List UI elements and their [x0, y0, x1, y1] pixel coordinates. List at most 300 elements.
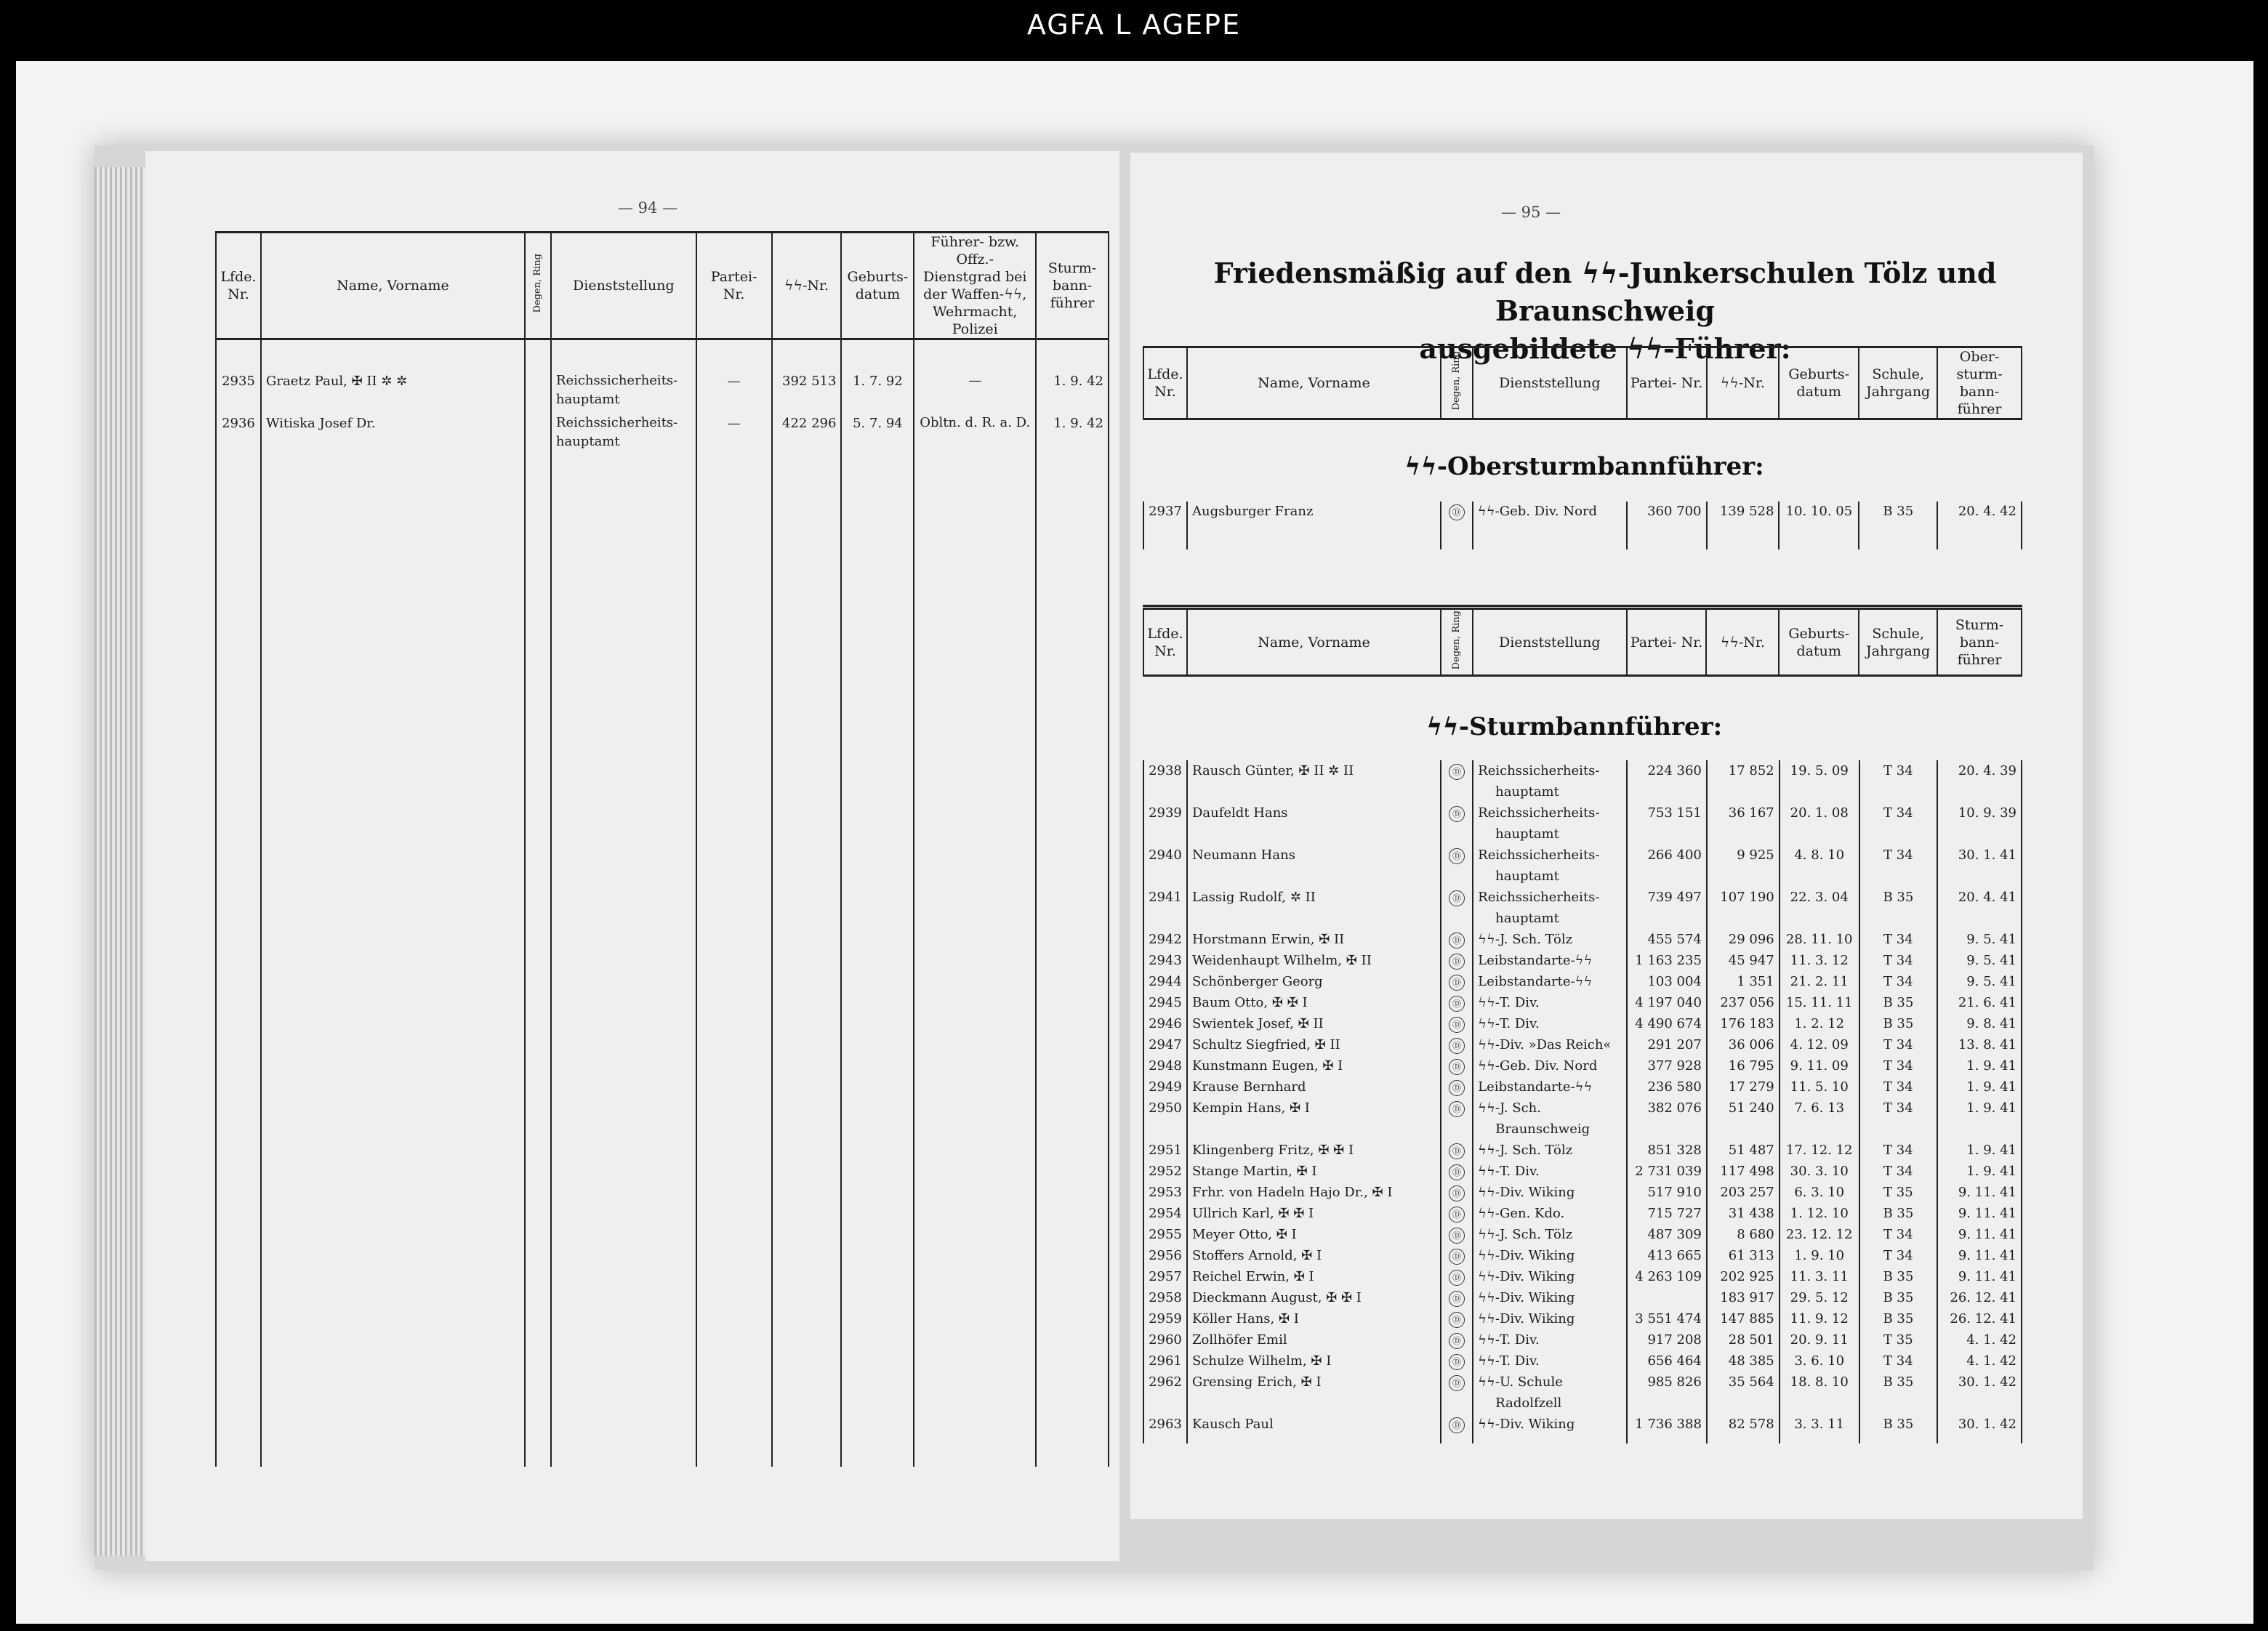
- cell-fuehrer-dienstgrad: Obltn. d. R. a. D.: [914, 414, 1036, 456]
- cell-degen: [1441, 1098, 1473, 1140]
- cell-ss-nr: 1 351: [1707, 971, 1780, 992]
- cell-befoerderung: 9. 8. 41: [1937, 1013, 2022, 1034]
- filler-cell: [551, 456, 696, 1467]
- degen-ring-icon: Ⓓ: [1449, 1059, 1465, 1075]
- cell-geburtsdatum: 11. 9. 12: [1780, 1308, 1859, 1329]
- filler-cell: [1859, 1435, 1937, 1443]
- cell-name: Swientek Josef, ✠ II: [1187, 1013, 1441, 1034]
- cell-schule: T 34: [1859, 1161, 1937, 1182]
- cell-dienststellung: [1473, 1098, 1627, 1140]
- cell-dienststellung: [1473, 760, 1627, 802]
- dienst-line: ϟϟ-T. Div.: [1478, 1332, 1540, 1348]
- cell-partei: 487 309: [1627, 1224, 1707, 1245]
- cell-dienststellung: [1473, 950, 1627, 971]
- cell-dienststellung: [1473, 1203, 1627, 1224]
- filler-cell: [1441, 522, 1473, 549]
- cell-schule: T 34: [1859, 1055, 1937, 1076]
- cell-name: Krause Bernhard: [1187, 1076, 1441, 1098]
- header-dienststellung: Dienststellung: [1473, 347, 1627, 419]
- dienst-line-2: hauptamt: [1495, 869, 1559, 884]
- filler-cell: [1036, 456, 1109, 1467]
- cell-nr: 2955: [1143, 1224, 1187, 1245]
- cell-befoerderung: 9. 5. 41: [1937, 950, 2022, 971]
- cell-degen: [1441, 1140, 1473, 1161]
- filler-cell: [1627, 522, 1707, 549]
- degen-ring-icon: Ⓓ: [1449, 504, 1465, 520]
- cell-ss-nr: 422 296: [772, 414, 842, 456]
- cell-befoerderung: 20. 4. 41: [1937, 887, 2022, 929]
- filler-cell: [525, 456, 551, 1467]
- cell-befoerderung: 13. 8. 41: [1937, 1034, 2022, 1055]
- table-row: [1143, 992, 2022, 1013]
- cell-befoerderung: 21. 6. 41: [1937, 992, 2022, 1013]
- cell-ss-nr: 117 498: [1707, 1161, 1780, 1182]
- cell-geburtsdatum: 17. 12. 12: [1780, 1140, 1859, 1161]
- cell-geburtsdatum: 18. 8. 10: [1780, 1372, 1859, 1414]
- cell-ss-nr: 139 528: [1707, 502, 1780, 522]
- dienst-line: ϟϟ-Div. Wiking: [1478, 1185, 1575, 1200]
- table-row: [1143, 1140, 2022, 1161]
- cell-befoerderung: 1. 9. 41: [1937, 1076, 2022, 1098]
- degen-ring-icon: Ⓓ: [1449, 806, 1465, 822]
- cell-befoerderung: 30. 1. 42: [1937, 1372, 2022, 1414]
- dienst-line: ϟϟ-J. Sch. Tölz: [1478, 932, 1573, 947]
- cell-dienststellung: [1473, 1013, 1627, 1034]
- filler-cell: [1627, 1435, 1707, 1443]
- cell-name: Zollhöfer Emil: [1187, 1329, 1441, 1350]
- cell-nr: 2956: [1143, 1245, 1187, 1266]
- header-degen: Degen, Ring: [1441, 609, 1473, 676]
- cell-dienststellung: Reichssicherheits- hauptamt: [551, 414, 696, 456]
- cell-befoerderung: 30. 1. 41: [1937, 845, 2022, 887]
- cell-nr: 2936: [216, 414, 261, 456]
- cell-schule: T 35: [1859, 1182, 1937, 1203]
- dienst-line-2: Radolfzell: [1495, 1396, 1562, 1411]
- cell-partei: [1627, 1287, 1707, 1308]
- cell-dienststellung: [1473, 1266, 1627, 1287]
- degen-ring-icon: Ⓓ: [1449, 1164, 1465, 1180]
- cell-ss-nr: 237 056: [1707, 992, 1780, 1013]
- cell-dienststellung: [1473, 802, 1627, 845]
- cell-name: Schönberger Georg: [1187, 971, 1441, 992]
- cell-degen: [1441, 760, 1473, 802]
- cell-geburtsdatum: 29. 5. 12: [1780, 1287, 1859, 1308]
- cell-ss-nr: 29 096: [1707, 929, 1780, 950]
- header-name: Name, Vorname: [1187, 609, 1441, 676]
- dienst-line: Leibstandarte-ϟϟ: [1478, 1079, 1593, 1095]
- dienst-line-2: hauptamt: [1495, 911, 1559, 926]
- degen-ring-icon: Ⓓ: [1449, 975, 1465, 991]
- divider-rule: [1143, 605, 2022, 607]
- cell-befoerderung: 10. 9. 39: [1937, 802, 2022, 845]
- cell-nr: 2961: [1143, 1350, 1187, 1372]
- cell-partei: 517 910: [1627, 1182, 1707, 1203]
- table-row: [1143, 760, 2022, 802]
- cell-schule: T 34: [1859, 760, 1937, 802]
- cell-nr: 2945: [1143, 992, 1187, 1013]
- cell-degen: [1441, 1034, 1473, 1055]
- cell-nr: 2948: [1143, 1055, 1187, 1076]
- cell-nr: 2942: [1143, 929, 1187, 950]
- filler-cell: [216, 456, 261, 1467]
- cell-dienststellung: [1473, 1372, 1627, 1414]
- spacer-cell: [841, 339, 914, 371]
- dienst-line: Reichssicherheits-: [1478, 805, 1600, 821]
- degen-ring-icon: Ⓓ: [1449, 1354, 1465, 1370]
- cell-dienststellung: [1473, 929, 1627, 950]
- degen-ring-icon: Ⓓ: [1449, 1143, 1465, 1159]
- dienst-line: ϟϟ-Div. Wiking: [1478, 1290, 1575, 1305]
- cell-geburtsdatum: 7. 6. 13: [1780, 1098, 1859, 1140]
- cell-partei: 1 736 388: [1627, 1414, 1707, 1435]
- dienst-line-2: hauptamt: [1495, 784, 1559, 800]
- cell-dienststellung: [1473, 1350, 1627, 1372]
- cell-schule: T 34: [1859, 1224, 1937, 1245]
- cell-partei: 266 400: [1627, 845, 1707, 887]
- cell-partei: 455 574: [1627, 929, 1707, 950]
- degen-ring-icon: Ⓓ: [1449, 764, 1465, 780]
- cell-partei: 4 263 109: [1627, 1266, 1707, 1287]
- cell-name: Kempin Hans, ✠ I: [1187, 1098, 1441, 1140]
- title-line-2: ausgebildete ϟϟ-Führer:: [1419, 332, 1791, 365]
- cell-schule: T 34: [1859, 802, 1937, 845]
- cell-befoerderung: 9. 11. 41: [1937, 1203, 2022, 1224]
- header-fuehrer-dienstgrad: Führer- bzw. Offz.- Dienstgrad bei der Waffen-ϟϟ, Wehrmacht, Polizei: [914, 233, 1036, 339]
- cell-nr: 2954: [1143, 1203, 1187, 1224]
- header-schule: Schule, Jahrgang: [1859, 347, 1937, 419]
- cell-partei: 739 497: [1627, 887, 1707, 929]
- filler-cell: [1707, 522, 1780, 549]
- degen-ring-icon: Ⓓ: [1449, 1312, 1465, 1328]
- dienst-line: ϟϟ-J. Sch.: [1478, 1100, 1541, 1116]
- cell-ss-nr: 82 578: [1707, 1414, 1780, 1435]
- cell-ss-nr: 45 947: [1707, 950, 1780, 971]
- header-partei: Partei- Nr.: [1627, 609, 1707, 676]
- filler-cell: [1859, 522, 1937, 549]
- table-row: [1143, 502, 2022, 522]
- cell-partei: 236 580: [1627, 1076, 1707, 1098]
- table-row: [1143, 1308, 2022, 1329]
- dienst-line: ϟϟ-Geb. Div. Nord: [1477, 504, 1598, 519]
- cell-schule: T 35: [1859, 1329, 1937, 1350]
- filler-cell: [1473, 522, 1627, 549]
- cell-geburtsdatum: 10. 10. 05: [1779, 502, 1859, 522]
- page-number-left: — 94 —: [618, 199, 678, 217]
- cell-degen: [1441, 1308, 1473, 1329]
- cell-geburtsdatum: 5. 7. 94: [841, 414, 914, 456]
- cell-schule: T 34: [1859, 971, 1937, 992]
- degen-ring-icon: Ⓓ: [1449, 1017, 1465, 1033]
- filler-row: [1143, 522, 2022, 549]
- spacer-cell: [696, 339, 772, 371]
- cell-name: Klingenberg Fritz, ✠ ✠ I: [1187, 1140, 1441, 1161]
- title-line-1: Friedensmäßig auf den ϟϟ-Junkerschulen Tölz und Braunschweig: [1213, 257, 1997, 327]
- cell-schule: B 35: [1859, 1414, 1937, 1435]
- cell-name: Graetz Paul, ✠ II ✲ ✲: [261, 371, 525, 414]
- cell-ss-nr: 51 240: [1707, 1098, 1780, 1140]
- cell-dienststellung: [1473, 992, 1627, 1013]
- table-row: [1143, 845, 2022, 887]
- cell-partei: 753 151: [1627, 802, 1707, 845]
- cell-ss-nr: 61 313: [1707, 1245, 1780, 1266]
- dienst-line: ϟϟ-T. Div.: [1478, 1353, 1540, 1369]
- degen-ring-icon: Ⓓ: [1449, 1185, 1465, 1201]
- cell-nr: 2940: [1143, 845, 1187, 887]
- cell-befoerderung: 26. 12. 41: [1937, 1308, 2022, 1329]
- cell-name: Frhr. von Hadeln Hajo Dr., ✠ I: [1187, 1182, 1441, 1203]
- degen-ring-icon: Ⓓ: [1449, 1080, 1465, 1096]
- cell-nr: 2957: [1143, 1266, 1187, 1287]
- cell-partei: 715 727: [1627, 1203, 1707, 1224]
- cell-partei: 851 328: [1627, 1140, 1707, 1161]
- filler-cell: [841, 456, 914, 1467]
- cell-degen: [1441, 1161, 1473, 1182]
- cell-partei: 360 700: [1627, 502, 1707, 522]
- cell-dienststellung: [1473, 1055, 1627, 1076]
- cell-befoerderung: 30. 1. 42: [1937, 1414, 2022, 1435]
- cell-nr: 2951: [1143, 1140, 1187, 1161]
- dienst-line: ϟϟ-Div. Wiking: [1478, 1248, 1575, 1263]
- cell-ss-nr: 36 167: [1707, 802, 1780, 845]
- cell-schule: T 34: [1859, 1140, 1937, 1161]
- cell-schule: T 34: [1859, 1076, 1937, 1098]
- cell-name: Grensing Erich, ✠ I: [1187, 1372, 1441, 1414]
- filler-cell: [772, 456, 842, 1467]
- cell-geburtsdatum: 3. 6. 10: [1780, 1350, 1859, 1372]
- cell-degen: [1441, 1203, 1473, 1224]
- cell-partei: 985 826: [1627, 1372, 1707, 1414]
- cell-geburtsdatum: 23. 12. 12: [1780, 1224, 1859, 1245]
- filler-cell: [261, 456, 525, 1467]
- table-row: [1143, 887, 2022, 929]
- table-row: [1143, 1161, 2022, 1182]
- cell-schule: B 35: [1859, 1372, 1937, 1414]
- degen-ring-icon: Ⓓ: [1449, 933, 1465, 949]
- header-table-2: [1143, 608, 2022, 677]
- dienst-line-2: Braunschweig: [1495, 1121, 1591, 1137]
- cell-befoerderung: 9. 5. 41: [1937, 929, 2022, 950]
- table-row: [1143, 1372, 2022, 1414]
- cell-befoerderung: 9. 11. 41: [1937, 1224, 2022, 1245]
- cell-sturmbannfuehrer: 1. 9. 42: [1036, 414, 1109, 456]
- section-sturmbannfuehrer: ϟϟ-Sturmbannführer:: [1426, 712, 1723, 741]
- cell-name: Rausch Günter, ✠ II ✲ II: [1187, 760, 1441, 802]
- cell-nr: 2953: [1143, 1182, 1187, 1203]
- dienst-line: ϟϟ-T. Div.: [1478, 1016, 1540, 1031]
- table-row: [1143, 929, 2022, 950]
- cell-geburtsdatum: 11. 3. 11: [1780, 1266, 1859, 1287]
- spacer-cell: [914, 339, 1036, 371]
- spacer-cell: [216, 339, 261, 371]
- spacer-cell: [772, 339, 842, 371]
- cell-geburtsdatum: 4. 12. 09: [1780, 1034, 1859, 1055]
- cell-geburtsdatum: 15. 11. 11: [1780, 992, 1859, 1013]
- filler-row: [1143, 1435, 2022, 1443]
- cell-ss-nr: 147 885: [1707, 1308, 1780, 1329]
- cell-partei: 3 551 474: [1627, 1308, 1707, 1329]
- cell-befoerderung: 1. 9. 41: [1937, 1098, 2022, 1140]
- cell-partei: —: [696, 371, 772, 414]
- degen-ring-icon: Ⓓ: [1449, 1417, 1465, 1433]
- header-geburtsdatum: Geburts- datum: [841, 233, 914, 339]
- table-row: [1143, 1245, 2022, 1266]
- cell-ss-nr: 36 006: [1707, 1034, 1780, 1055]
- cell-dienststellung: [1473, 1182, 1627, 1203]
- table-row: [1143, 1098, 2022, 1140]
- register-table-left: [215, 231, 1109, 1467]
- cell-geburtsdatum: 11. 3. 12: [1780, 950, 1859, 971]
- cell-nr: 2944: [1143, 971, 1187, 992]
- cell-dienststellung: [1473, 1076, 1627, 1098]
- cell-geburtsdatum: 1. 12. 10: [1780, 1203, 1859, 1224]
- cell-dienststellung: [1473, 971, 1627, 992]
- degen-ring-icon: Ⓓ: [1449, 954, 1465, 970]
- cell-ss-nr: 8 680: [1707, 1224, 1780, 1245]
- cell-befoerderung: 1. 9. 41: [1937, 1140, 2022, 1161]
- cell-schule: T 34: [1859, 929, 1937, 950]
- cell-partei: 4 197 040: [1627, 992, 1707, 1013]
- left-page: [145, 151, 1119, 1561]
- cell-ss-nr: 51 487: [1707, 1140, 1780, 1161]
- cell-degen: [1441, 1287, 1473, 1308]
- cell-nr: 2947: [1143, 1034, 1187, 1055]
- cell-geburtsdatum: 3. 3. 11: [1780, 1414, 1859, 1435]
- dienst-line: ϟϟ-J. Sch. Tölz: [1478, 1227, 1573, 1242]
- cell-geburtsdatum: 4. 8. 10: [1780, 845, 1859, 887]
- cell-nr: 2941: [1143, 887, 1187, 929]
- table-row: [1143, 1266, 2022, 1287]
- cell-partei: 917 208: [1627, 1329, 1707, 1350]
- dienst-line: ϟϟ-Div. Wiking: [1478, 1269, 1575, 1284]
- degen-ring-icon: Ⓓ: [1449, 1101, 1465, 1117]
- cell-partei: 1 163 235: [1627, 950, 1707, 971]
- cell-dienststellung: [1473, 1140, 1627, 1161]
- dienst-line: ϟϟ-Div. Wiking: [1478, 1417, 1575, 1432]
- header-schule: Schule, Jahrgang: [1859, 609, 1937, 676]
- cell-geburtsdatum: 19. 5. 09: [1780, 760, 1859, 802]
- cell-schule: T 34: [1859, 1034, 1937, 1055]
- cell-geburtsdatum: 22. 3. 04: [1780, 887, 1859, 929]
- cell-geburtsdatum: 28. 11. 10: [1780, 929, 1859, 950]
- dienst-line: Reichssicherheits-: [1478, 847, 1600, 863]
- cell-befoerderung: 9. 11. 41: [1937, 1245, 2022, 1266]
- dienst-line: ϟϟ-U. Schule: [1478, 1374, 1563, 1390]
- degen-ring-icon: Ⓓ: [1449, 890, 1465, 906]
- cell-befoerderung: 9. 11. 41: [1937, 1182, 2022, 1203]
- cell-name: Meyer Otto, ✠ I: [1187, 1224, 1441, 1245]
- page-number-right: — 95 —: [1501, 204, 1561, 221]
- spacer-cell: [551, 339, 696, 371]
- cell-geburtsdatum: 21. 2. 11: [1780, 971, 1859, 992]
- cell-name: Lassig Rudolf, ✲ II: [1187, 887, 1441, 929]
- degen-ring-icon: Ⓓ: [1449, 996, 1465, 1012]
- dienst-line: ϟϟ-J. Sch. Tölz: [1478, 1143, 1573, 1158]
- cell-partei: 224 360: [1627, 760, 1707, 802]
- cell-name: Kausch Paul: [1187, 1414, 1441, 1435]
- cell-nr: 2938: [1143, 760, 1187, 802]
- cell-partei: 103 004: [1627, 971, 1707, 992]
- filler-cell: [1441, 1435, 1473, 1443]
- dienst-line: ϟϟ-Gen. Kdo.: [1478, 1206, 1565, 1221]
- filler-cell: [1780, 1435, 1859, 1443]
- cell-name: Schultz Siegfried, ✠ II: [1187, 1034, 1441, 1055]
- spacer-cell: [525, 339, 551, 371]
- film-label: AGFA L AGEPE: [1026, 9, 1242, 41]
- table-row: [1143, 1350, 2022, 1372]
- cell-degen: [525, 414, 551, 456]
- cell-befoerderung: 26. 12. 41: [1937, 1287, 2022, 1308]
- cell-degen: [1441, 887, 1473, 929]
- cell-degen: [1441, 1245, 1473, 1266]
- cell-nr: 2959: [1143, 1308, 1187, 1329]
- cell-degen: [1441, 1224, 1473, 1245]
- cell-nr: 2939: [1143, 802, 1187, 845]
- cell-dienststellung: [1473, 502, 1627, 522]
- cell-befoerderung: 20. 4. 42: [1937, 502, 2022, 522]
- cell-schule: T 34: [1859, 1098, 1937, 1140]
- header-ss-nr: ϟϟ-Nr.: [772, 233, 842, 339]
- dienst-line: Leibstandarte-ϟϟ: [1478, 953, 1593, 968]
- cell-ss-nr: 31 438: [1707, 1203, 1780, 1224]
- cell-befoerderung: 1. 9. 41: [1937, 1161, 2022, 1182]
- cell-name: Reichel Erwin, ✠ I: [1187, 1266, 1441, 1287]
- table-row: [1143, 1034, 2022, 1055]
- table-row: [1143, 1414, 2022, 1435]
- filler-cell: [1143, 522, 1187, 549]
- header-name: Name, Vorname: [261, 233, 525, 339]
- cell-partei: 377 928: [1627, 1055, 1707, 1076]
- filler-cell: [1937, 1435, 2022, 1443]
- cell-degen: [1441, 502, 1473, 522]
- cell-nr: 2952: [1143, 1161, 1187, 1182]
- header-nr: Lfde. Nr.: [216, 233, 261, 339]
- cell-schule: B 35: [1859, 1203, 1937, 1224]
- header-degen: Degen, Ring: [1441, 347, 1473, 419]
- cell-name: Köller Hans, ✠ I: [1187, 1308, 1441, 1329]
- cell-ss-nr: 392 513: [772, 371, 842, 414]
- dienst-line-2: hauptamt: [1495, 826, 1559, 842]
- cell-sturmbannfuehrer: 1. 9. 42: [1036, 371, 1109, 414]
- cell-nr: 2943: [1143, 950, 1187, 971]
- cell-nr: 2958: [1143, 1287, 1187, 1308]
- table-row: [1143, 1287, 2022, 1308]
- header-dienststellung: Dienststellung: [551, 233, 696, 339]
- cell-degen: [1441, 1372, 1473, 1414]
- cell-degen: [525, 371, 551, 414]
- cell-partei: 4 490 674: [1627, 1013, 1707, 1034]
- header-ss-nr: ϟϟ-Nr.: [1706, 609, 1779, 676]
- cell-nr: 2950: [1143, 1098, 1187, 1140]
- table-row: [1143, 1182, 2022, 1203]
- cell-partei: —: [696, 414, 772, 456]
- cell-nr: 2946: [1143, 1013, 1187, 1034]
- filler-cell: [1779, 522, 1859, 549]
- cell-name: Horstmann Erwin, ✠ II: [1187, 929, 1441, 950]
- cell-name: Weidenhaupt Wilhelm, ✠ II: [1187, 950, 1441, 971]
- dienst-line: Reichssicherheits-: [1478, 763, 1600, 778]
- cell-dienststellung: [1473, 1308, 1627, 1329]
- filler-cell: [1187, 1435, 1441, 1443]
- spacer-row: [216, 339, 1109, 371]
- degen-ring-icon: Ⓓ: [1449, 1375, 1465, 1391]
- cell-geburtsdatum: 11. 5. 10: [1780, 1076, 1859, 1098]
- table-row: [216, 371, 1109, 414]
- table-row: [1143, 1329, 2022, 1350]
- cell-ss-nr: 16 795: [1707, 1055, 1780, 1076]
- filler-cell: [1473, 1435, 1627, 1443]
- cell-befoerderung: 4. 1. 42: [1937, 1329, 2022, 1350]
- cell-ss-nr: 17 279: [1707, 1076, 1780, 1098]
